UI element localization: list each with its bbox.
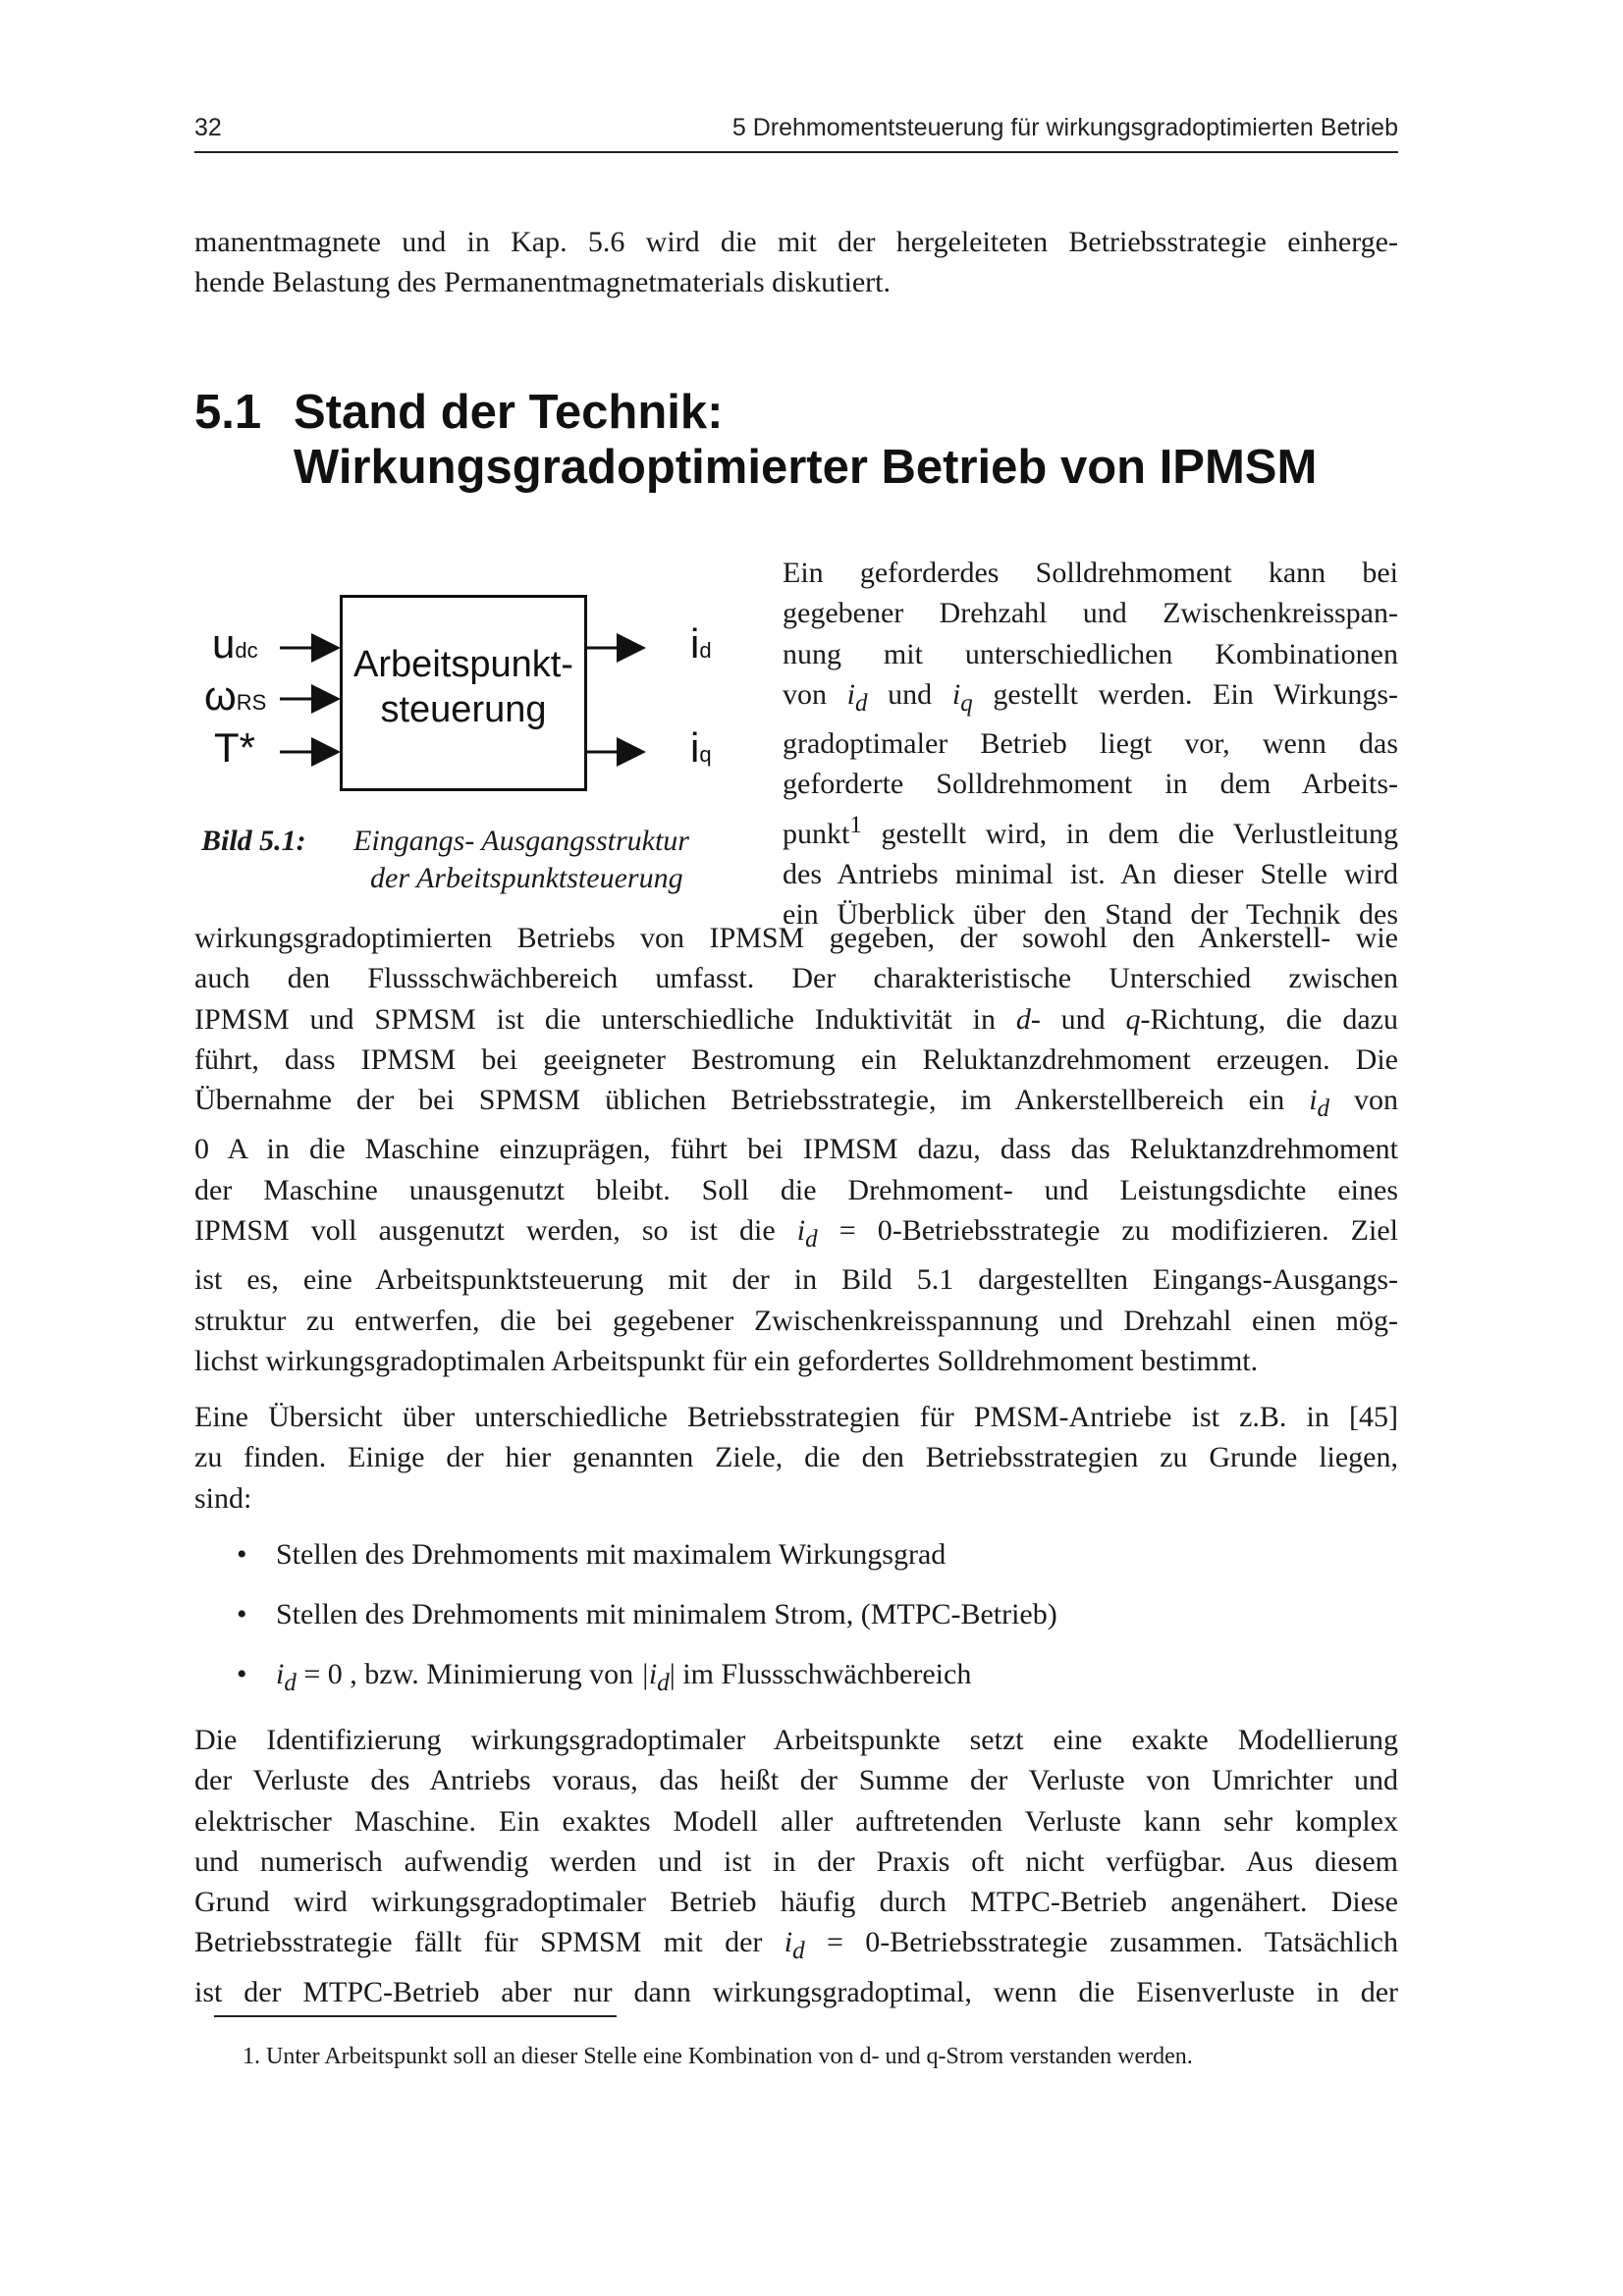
- text-line: Grund wird wirkungsgradoptimaler Betrieb häufig durch MTPC-Betrieb angenähert. Diese: [194, 1886, 1398, 1919]
- text-line: Eine Übersicht über unterschiedliche Betriebsstrategien für PMSM-Antriebe ist z.B. in [45]: [194, 1401, 1398, 1433]
- bullet-icon: •: [237, 1598, 247, 1630]
- text-line: nung mit unterschiedlichen Kombinationen: [783, 637, 1398, 670]
- text-line: der Maschine unausgenutzt bleibt. Soll die Drehmoment- und Leistungsdichte eines: [194, 1173, 1398, 1206]
- text-line: elektrischer Maschine. Ein exaktes Modell aller auftretenden Verluste kann sehr komplex: [194, 1804, 1398, 1838]
- input-signal-udc: udc: [212, 620, 258, 667]
- section-number: 5.1: [194, 386, 262, 439]
- text-line: punkt$^1$ gestellt wird, in dem die Verlustleitung: [783, 811, 1398, 850]
- caption-label: Bild 5.1:: [201, 825, 306, 857]
- bullet-icon: •: [237, 1658, 247, 1690]
- text-line: manentmagnete und in Kap. 5.6 wird die mit der hergeleiteten Betriebsstrategie einherge-: [194, 226, 1398, 258]
- control-block-label: [340, 642, 587, 732]
- text-line: Übernahme der bei SPMSM üblichen Betriebsstrategie, im Ankerstellbereich ein $i_d$ von: [194, 1084, 1399, 1123]
- running-title: 5 Drehmomentsteuerung für wirkungsgradoptimierten Betrieb: [731, 114, 1398, 141]
- text-line: Betriebsstrategie fällt für SPMSM mit der $i_d$ = 0-Betriebsstrategie zusammen. Tatsächlich: [194, 1926, 1398, 1965]
- main-paragraph: [194, 918, 1398, 1381]
- text-line: ist es, eine Arbeitspunktsteuerung mit der in Bild 5.1 dargestellten Eingangs-Ausgangs-: [194, 1263, 1398, 1297]
- caption-text: Eingangs- Ausgangsstruktur: [353, 825, 689, 857]
- text-line: ist der MTPC-Betrieb aber nur dann wirkungsgradoptimal, wenn die Eisenverluste in der: [194, 1975, 1398, 2008]
- text-line: hende Belastung des Permanentmagnetmaterials diskutiert.: [194, 266, 891, 299]
- list-item-text: $i_d = 0$ , bzw. Minimierung von $|i_d|$ im Flussschwächbereich: [276, 1658, 972, 1696]
- list-item-text: Stellen des Drehmoments mit minimalem Strom, (MTPC-Betrieb): [276, 1598, 1057, 1630]
- footnote-separator: [214, 2015, 617, 2017]
- text-line: führt, dass IPMSM bei geeigneter Bestromung ein Reluktanzdrehmoment erzeugen. Die: [194, 1042, 1398, 1076]
- intro-paragraph: [194, 222, 1398, 303]
- footnote-marker: 1: [849, 811, 862, 838]
- text-line: gegebener Drehzahl und Zwischenkreisspan-: [783, 597, 1398, 630]
- input-signal-torque: T*: [214, 724, 255, 771]
- output-signal-id: id: [690, 620, 712, 667]
- bullet-icon: •: [237, 1538, 247, 1571]
- text-line: Die Identifizierung wirkungsgradoptimaler Arbeitspunkte setzt eine exakte Modellierung: [194, 1724, 1398, 1756]
- text-line: gradoptimaler Betrieb liegt vor, wenn das: [783, 727, 1398, 761]
- block-label-line: steuerung: [380, 689, 547, 730]
- list-item-text: Stellen des Drehmoments mit maximalem Wirkungsgrad: [276, 1538, 947, 1571]
- text-line: ein Überblick über den Stand der Technik des: [783, 898, 1398, 932]
- text-line: sind:: [194, 1481, 252, 1515]
- paragraph-identification: [194, 1720, 1398, 2012]
- caption-text: der Arbeitspunktsteuerung: [370, 862, 683, 894]
- section-title-line: Wirkungsgradoptimierter Betrieb von IPMSM: [294, 441, 1318, 494]
- section-title-line: Stand der Technik:: [294, 386, 724, 439]
- text-line: struktur zu entwerfen, die bei gegebener Zwischenkreisspannung und Drehzahl einen mög-: [194, 1304, 1398, 1337]
- text-line: geforderte Solldrehmoment in dem Arbeits-: [783, 768, 1398, 801]
- block-label-line: Arbeitspunkt-: [353, 644, 573, 685]
- input-signal-omega: ωRS: [204, 672, 267, 719]
- footnote: 1. Unter Arbeitspunkt soll an dieser Stelle eine Kombination von d- und q-Strom verstanden werden.: [243, 2044, 1193, 2069]
- text-line: des Antriebs minimal ist. An dieser Stelle wird: [783, 858, 1398, 891]
- text-line: IPMSM voll ausgenutzt werden, so ist die $i_d$ = 0-Betriebsstrategie zu modifizieren. Ziel: [194, 1214, 1398, 1254]
- paragraph-overview: [194, 1397, 1398, 1519]
- output-signal-iq: iq: [690, 724, 712, 771]
- text-line: wirkungsgradoptimierten Betriebs von IPMSM gegeben, der sowohl den Ankerstell- wie: [194, 922, 1398, 954]
- text-line: der Verluste des Antriebs voraus, das heißt der Summe der Verluste von Umrichter und: [194, 1764, 1398, 1797]
- text-line: und numerisch aufwendig werden und ist in der Praxis oft nicht verfügbar. Aus diesem: [194, 1844, 1398, 1878]
- wrap-paragraph: [783, 553, 1398, 935]
- page-number: 32: [194, 114, 222, 141]
- text-line: auch den Flussschwächbereich umfasst. Der charakteristische Unterschied zwischen: [194, 962, 1398, 995]
- text-line: von $i_d$ und $i_q$ gestellt werden. Ein Wirkungs-: [783, 677, 1399, 717]
- text-line: 0 A in die Maschine einzuprägen, führt bei IPMSM dazu, dass das Reluktanzdrehmoment: [194, 1133, 1398, 1166]
- text-line: zu finden. Einige der hier genannten Ziele, die den Betriebsstrategien zu Grunde liegen,: [194, 1441, 1398, 1474]
- text-line: IPMSM und SPMSM ist die unterschiedliche Induktivität in d- und q-Richtung, die dazu: [194, 1002, 1398, 1036]
- text-line: lichst wirkungsgradoptimalen Arbeitspunkt für ein gefordertes Solldrehmoment bestimmt.: [194, 1344, 1259, 1377]
- running-header: [194, 114, 1398, 153]
- text-line: Ein geforderdes Solldrehmoment kann bei: [783, 557, 1398, 589]
